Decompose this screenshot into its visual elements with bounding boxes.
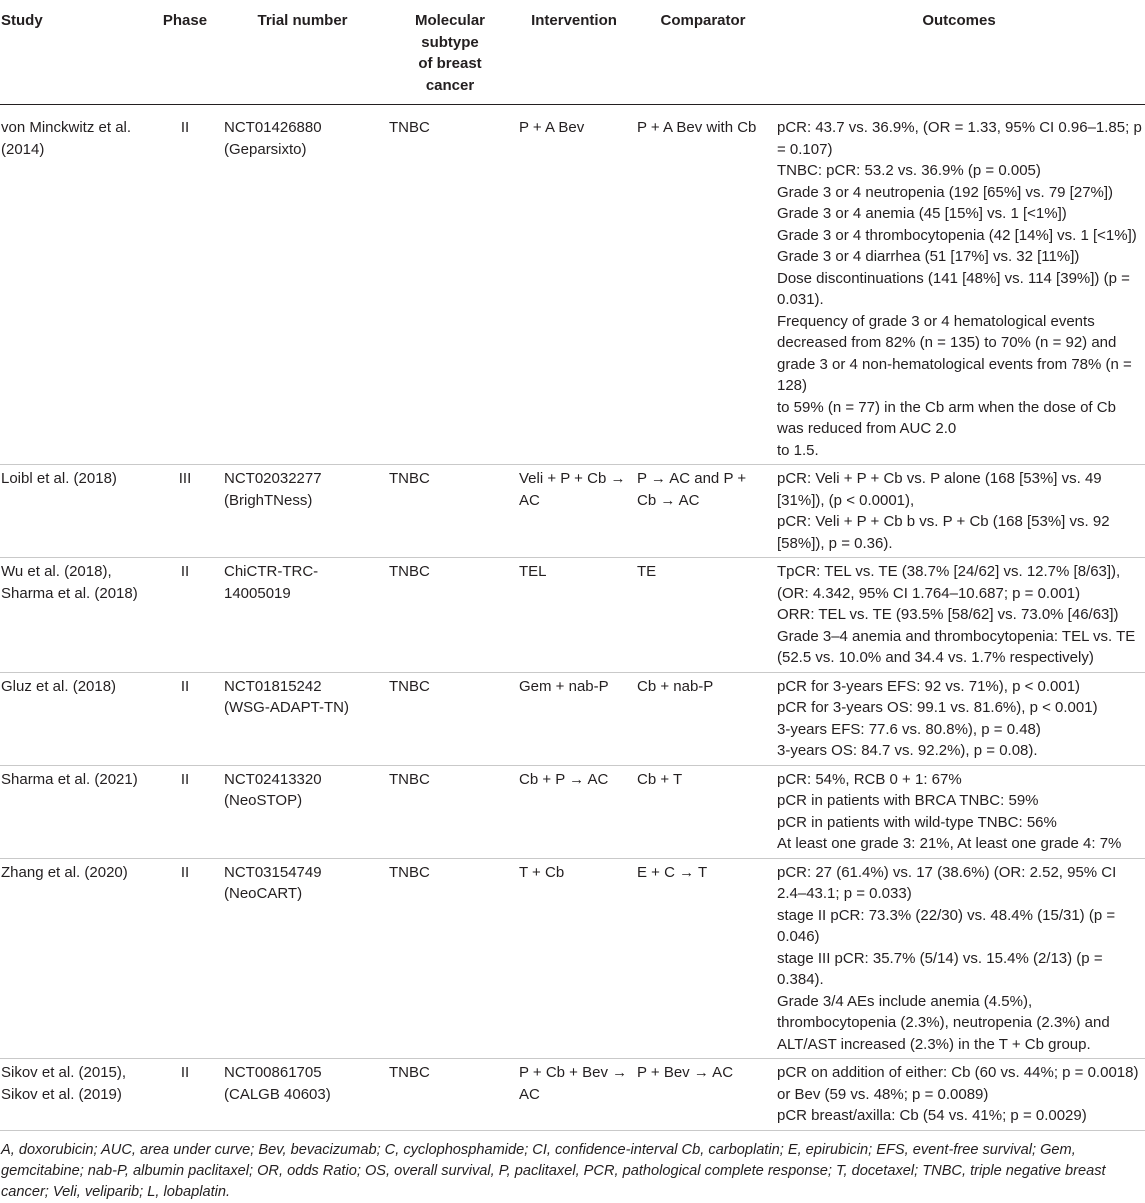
cell-trial-number bbox=[220, 858, 385, 1059]
cell-study: Zhang et al. (2020) bbox=[1, 863, 128, 881]
cell-comparator: Cb + T bbox=[637, 770, 683, 788]
outcome-line: pCR: 43.7 vs. 36.9%, (OR = 1.33, 95% CI 0.96–1.85; p = 0.107) bbox=[777, 119, 1142, 158]
cell-trial-number bbox=[220, 1059, 385, 1131]
outcome-line: TNBC: pCR: 53.2 vs. 36.9% (p = 0.005) bbox=[777, 162, 1041, 179]
cell-intervention: Veli + P + Cb → AC bbox=[519, 470, 626, 509]
header-study: Study bbox=[1, 12, 43, 29]
trial-line: 14005019 bbox=[224, 584, 291, 602]
cell-study: Loibl et al. (2018) bbox=[1, 470, 117, 487]
cell-subtype: TNBC bbox=[389, 470, 430, 487]
cell-outcomes bbox=[773, 672, 1145, 765]
outcome-line: Grade 3 or 4 anemia (45 [15%] vs. 1 [<1%]) bbox=[777, 205, 1067, 222]
table-row bbox=[0, 765, 1145, 858]
outcome-line: pCR breast/axilla: Cb (54 vs. 41%; p = 0.0029) bbox=[777, 1107, 1087, 1124]
outcome-line: pCR: 54%, RCB 0 + 1: 67% bbox=[777, 770, 962, 788]
outcome-line: Dose discontinuations (141 [48%] vs. 114 [39%]) (p = 0.031). bbox=[777, 269, 1130, 308]
outcome-line: pCR in patients with BRCA TNBC: 59% bbox=[777, 792, 1039, 809]
cell-phase: II bbox=[180, 1064, 190, 1081]
cell-subtype: TNBC bbox=[389, 1064, 430, 1081]
cell-phase: II bbox=[180, 770, 190, 788]
outcome-line: At least one grade 3: 21%, At least one grade 4: 7% bbox=[777, 835, 1122, 852]
cell-subtype: TNBC bbox=[389, 119, 430, 136]
outcome-line: pCR on addition of either: Cb (60 vs. 44%; p = 0.0018) or Bev (59 vs. 48%; p = 0.0089) bbox=[777, 1064, 1139, 1103]
outcome-line: Grade 3 or 4 thrombocytopenia (42 [14%] vs. 1 [<1%]) bbox=[777, 226, 1137, 244]
cell-outcomes bbox=[773, 105, 1145, 465]
trial-line: NCT02032277 bbox=[224, 470, 322, 487]
trial-line: (Geparsixto) bbox=[224, 140, 307, 158]
outcome-line: Grade 3 or 4 diarrhea (51 [17%] vs. 32 [11%]) bbox=[777, 248, 1080, 265]
cell-subtype: TNBC bbox=[389, 563, 430, 580]
cell-intervention: Cb + P → AC bbox=[519, 770, 609, 788]
cell-phase: II bbox=[180, 119, 190, 136]
header-outcomes: Outcomes bbox=[922, 12, 996, 29]
cell-comparator: P → AC and P + Cb → AC bbox=[637, 470, 747, 509]
trial-line: NCT00861705 bbox=[224, 1064, 322, 1081]
cell-intervention: P + A Bev bbox=[519, 119, 585, 136]
trial-line: NCT02413320 bbox=[224, 770, 322, 788]
table-header-row bbox=[0, 0, 1145, 105]
cell-outcomes bbox=[773, 558, 1145, 673]
outcome-line: pCR: Veli + P + Cb b vs. P + Cb (168 [53%] vs. 92 [58%]), p = 0.36). bbox=[777, 513, 1110, 552]
outcome-line: Grade 3/4 AEs include anemia (4.5%), thrombocytopenia (2.3%), neutropenia (2.3%) and ALT/AST increased (2.3%) in the T + Cb group. bbox=[777, 992, 1110, 1053]
cell-outcomes bbox=[773, 765, 1145, 858]
trial-line: (WSG-ADAPT-TN) bbox=[224, 699, 349, 716]
trial-line: (NeoCART) bbox=[224, 885, 303, 902]
trial-line: NCT01815242 bbox=[224, 677, 322, 695]
cell-phase: II bbox=[180, 863, 190, 881]
cell-intervention: TEL bbox=[519, 563, 547, 580]
cell-outcomes bbox=[773, 1059, 1145, 1131]
outcome-line: to 59% (n = 77) in the Cb arm when the dose of Cb was reduced from AUC 2.0 bbox=[777, 398, 1116, 437]
cell-study: Gluz et al. (2018) bbox=[1, 677, 117, 695]
cell-study: Sikov et al. (2015), Sikov et al. (2019) bbox=[1, 1064, 127, 1103]
cell-trial-number bbox=[220, 672, 385, 765]
trial-line: (BrighTNess) bbox=[224, 491, 313, 509]
cell-study: Sharma et al. (2021) bbox=[1, 770, 138, 788]
header-trial-number: Trial number bbox=[257, 12, 348, 29]
header-comparator: Comparator bbox=[660, 12, 746, 29]
outcome-line: stage II pCR: 73.3% (22/30) vs. 48.4% (15/31) (p = 0.046) bbox=[777, 906, 1116, 945]
outcome-line: pCR: Veli + P + Cb vs. P alone (168 [53%] vs. 49 [31%]), (p < 0.0001), bbox=[777, 470, 1102, 509]
cell-study: von Minckwitz et al. (2014) bbox=[1, 119, 132, 158]
cell-trial-number bbox=[220, 105, 385, 465]
cell-subtype: TNBC bbox=[389, 770, 430, 788]
outcome-line: 3-years OS: 84.7 vs. 92.2%), p = 0.08). bbox=[777, 742, 1038, 759]
cell-intervention: Gem + nab-P bbox=[519, 677, 609, 695]
table-body bbox=[0, 105, 1145, 1131]
outcome-line: to 1.5. bbox=[777, 441, 819, 459]
header-phase: Phase bbox=[162, 12, 208, 29]
table-row bbox=[0, 558, 1145, 673]
cell-trial-number bbox=[220, 765, 385, 858]
outcome-line: stage III pCR: 35.7% (5/14) vs. 15.4% (2/13) (p = 0.384). bbox=[777, 949, 1103, 988]
header-intervention: Intervention bbox=[531, 12, 617, 29]
cell-subtype: TNBC bbox=[389, 863, 430, 881]
outcome-line: pCR for 3-years EFS: 92 vs. 71%), p < 0.001) bbox=[777, 677, 1081, 695]
trial-line: NCT03154749 bbox=[224, 863, 322, 881]
header-subtype-line: of breast bbox=[418, 55, 482, 72]
table-row bbox=[0, 105, 1145, 465]
trial-line: (NeoSTOP) bbox=[224, 792, 303, 809]
cell-phase: II bbox=[180, 563, 190, 580]
cell-intervention: P + Cb + Bev → AC bbox=[519, 1064, 628, 1103]
cell-phase: II bbox=[180, 677, 190, 695]
table-row bbox=[0, 1059, 1145, 1131]
cell-comparator: P + A Bev with Cb bbox=[637, 119, 757, 136]
outcome-line: pCR for 3-years OS: 99.1 vs. 81.6%), p < 0.001) bbox=[777, 699, 1098, 716]
cell-intervention: T + Cb bbox=[519, 863, 565, 881]
table-row bbox=[0, 465, 1145, 558]
cell-trial-number bbox=[220, 465, 385, 558]
cell-study: Wu et al. (2018), Sharma et al. (2018) bbox=[1, 563, 138, 602]
outcome-line: ORR: TEL vs. TE (93.5% [58/62] vs. 73.0% [46/63]) bbox=[777, 606, 1119, 623]
table-row bbox=[0, 672, 1145, 765]
header-molecular-subtype bbox=[385, 0, 515, 105]
header-subtype-line: cancer bbox=[425, 76, 475, 94]
outcome-line: TpCR: TEL vs. TE (38.7% [24/62] vs. 12.7% [8/63]), (OR: 4.342, 95% CI 1.764–10.687; p = 0.001) bbox=[777, 563, 1121, 602]
cell-comparator: TE bbox=[637, 563, 657, 580]
outcome-line: Grade 3 or 4 neutropenia (192 [65%] vs. 79 [27%]) bbox=[777, 183, 1114, 201]
outcome-line: pCR: 27 (61.4%) vs. 17 (38.6%) (OR: 2.52, 95% CI 2.4–43.1; p = 0.033) bbox=[777, 863, 1117, 902]
header-subtype-line: subtype bbox=[421, 33, 479, 51]
trial-line: NCT01426880 bbox=[224, 119, 322, 136]
table-row bbox=[0, 858, 1145, 1059]
trial-line: ChiCTR-TRC- bbox=[224, 563, 319, 580]
outcome-line: Grade 3–4 anemia and thrombocytopenia: TEL vs. TE (52.5 vs. 10.0% and 34.4 vs. 1.7% respectively) bbox=[777, 627, 1136, 666]
cell-outcomes bbox=[773, 858, 1145, 1059]
cell-outcomes bbox=[773, 465, 1145, 558]
outcome-line: pCR in patients with wild-type TNBC: 56% bbox=[777, 813, 1057, 831]
header-subtype-line: Molecular bbox=[414, 12, 486, 29]
table-footnote: A, doxorubicin; AUC, area under curve; Bev, bevacizumab; C, cyclophosphamide; CI, confidence-interval Cb, carboplatin; E, epirubicin; EFS, event-free survival; Gem, gemcitabine; nab-P, albumin paclitaxel; OR, odds Ratio; OS, overall survival, P, paclitaxel, PCR, pathological complete response; T, docetaxel; TNBC, triple negative breast cancer; Veli, veliparib; L, lobaplatin. bbox=[1, 1141, 1106, 1200]
cell-comparator: E + C → T bbox=[637, 863, 708, 881]
outcome-line: Frequency of grade 3 or 4 hematological events decreased from 82% (n = 135) to 70% (n = 92) and grade 3 or 4 non-hematological events from 78% (n = 128) bbox=[777, 312, 1132, 394]
cell-phase: III bbox=[178, 470, 192, 487]
cell-trial-number bbox=[220, 558, 385, 673]
cell-subtype: TNBC bbox=[389, 677, 430, 695]
cell-comparator: Cb + nab-P bbox=[637, 677, 714, 695]
trial-line: (CALGB 40603) bbox=[224, 1085, 331, 1103]
outcome-line: 3-years EFS: 77.6 vs. 80.8%), p = 0.48) bbox=[777, 720, 1041, 738]
cell-comparator: P + Bev → AC bbox=[637, 1064, 734, 1081]
